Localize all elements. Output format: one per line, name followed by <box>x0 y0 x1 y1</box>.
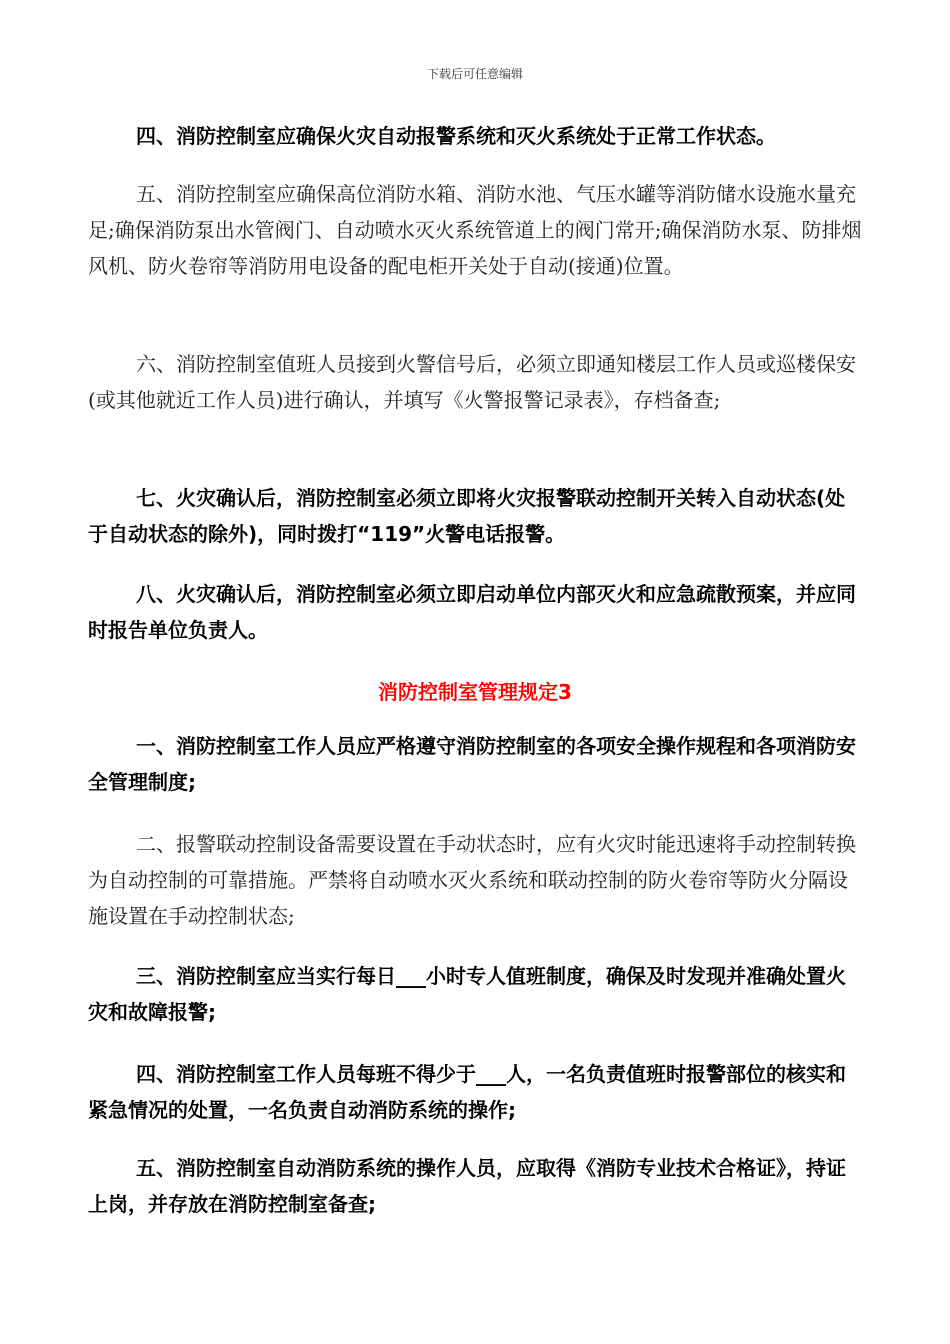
paragraph-5: 五、消防控制室应确保高位消防水箱、消防水池、气压水罐等消防储水设施水量充足;确保消防泵出水管阀门、自动喷水灭火系统管道上的阀门常开;确保消防水泵、防排烟风机、防火卷帘等消防用电设备的配电柜开关处于自动(接通)位置。 <box>88 182 862 278</box>
paragraph-8: 八、火灾确认后，消防控制室必须立即启动单位内部灭火和应急疏散预案，并应同时报告单位负责人。 <box>88 582 856 642</box>
rule-3: 三、消防控制室应当实行每日___小时专人值班制度，确保及时发现并准确处置火灾和故障报警; <box>88 964 846 1024</box>
paragraph-6: 六、消防控制室值班人员接到火警信号后，必须立即通知楼层工作人员或巡楼保安(或其他就近工作人员)进行确认，并填写《火警报警记录表》，存档备查; <box>88 352 856 412</box>
rule-2: 二、报警联动控制设备需要设置在手动状态时，应有火灾时能迅速将手动控制转换为自动控制的可靠措施。严禁将自动喷水灭火系统和联动控制的防火卷帘等防火分隔设施设置在手动控制状态; <box>88 832 856 928</box>
paragraph-4: 四、消防控制室应确保火灾自动报警系统和灭火系统处于正常工作状态。 <box>136 124 776 148</box>
rule-4: 四、消防控制室工作人员每班不得少于___人，一名负责值班时报警部位的核实和紧急情况的处置，一名负责自动消防系统的操作; <box>88 1062 846 1122</box>
rule-5: 五、消防控制室自动消防系统的操作人员，应取得《消防专业技术合格证》，持证上岗，并存放在消防控制室备查; <box>88 1156 846 1216</box>
page-header: 下载后可任意编辑 <box>426 67 523 81</box>
section-title: 消防控制室管理规定3 <box>378 680 572 704</box>
paragraph-7: 七、火灾确认后，消防控制室必须立即将火灾报警联动控制开关转入自动状态(处于自动状态的除外)，同时拨打“119”火警电话报警。 <box>88 486 846 546</box>
rule-1: 一、消防控制室工作人员应严格遵守消防控制室的各项安全操作规程和各项消防安全管理制度; <box>88 734 856 794</box>
